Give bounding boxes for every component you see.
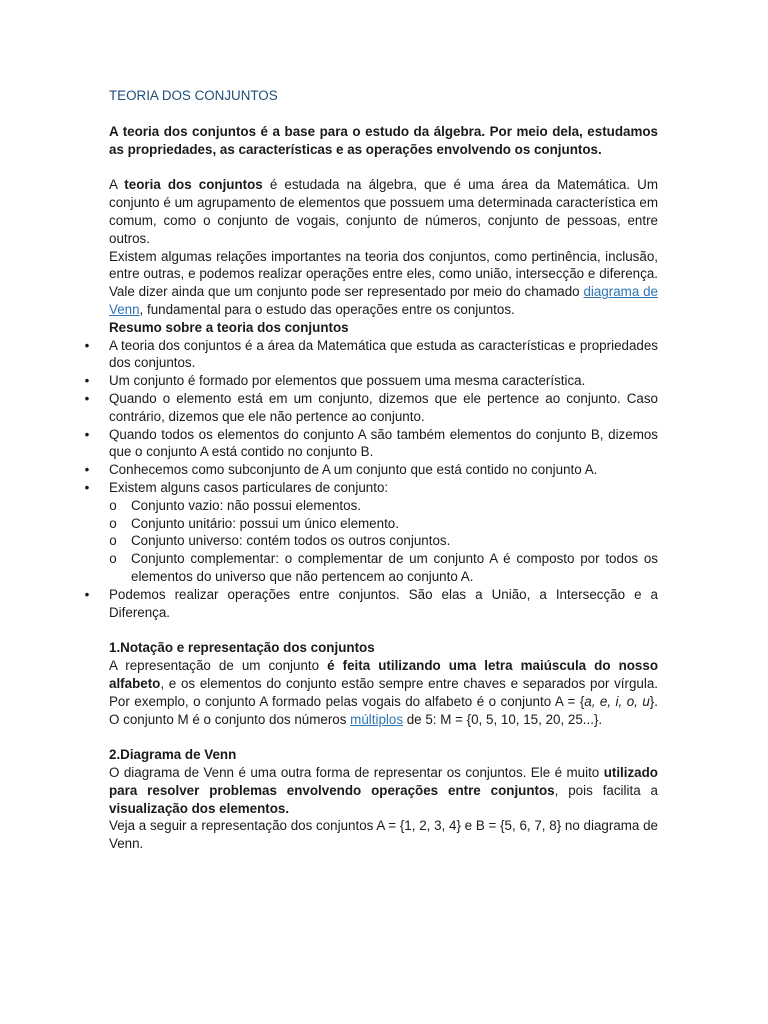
intro-text-c: é estudada na álgebra, que é uma área da Matemática. Um conjunto é um agrupamento de elementos que possuem uma determinada característica em comum, como o conjunto de vogais, conjunto de números, conjunto de pessoas, entre outros. (109, 177, 658, 246)
relations-text-a: Existem algumas relações importantes na teoria dos conjuntos, como pertinência, inclusão, entre outras, e podemos realizar operações entre eles, como união, intersecção e diferença. Vale dizer ainda que um conjunto pode ser representado por meio do chamado (109, 248, 658, 300)
bullet-icon: • (84, 462, 90, 478)
section-1-paragraph (109, 657, 658, 728)
list-item-text: Podemos realizar operações entre conjuntos. São elas a União, a Intersecção e a Diferença. (109, 586, 658, 620)
list-item (84, 372, 658, 390)
list-item (84, 337, 658, 373)
list-item (84, 461, 658, 479)
sub-list-item (109, 497, 658, 515)
sub-list-item (109, 550, 658, 586)
venn-diagram-link[interactable]: diagrama de Venn (109, 284, 658, 317)
bullet-icon: • (84, 586, 90, 602)
list-item (84, 479, 658, 586)
multiples-link[interactable]: múltiplos (350, 711, 404, 727)
sub-list-item (109, 515, 658, 533)
intro-text-a: A (109, 177, 125, 193)
spacer (109, 621, 658, 639)
list-item-text: A teoria dos conjuntos é a área da Matemática que estuda as características e propriedades dos conjuntos. (109, 337, 658, 371)
bullet-icon: • (84, 337, 90, 353)
list-item (84, 586, 658, 622)
section-1-text-f: de 5: M = {0, 5, 10, 15, 20, 25...}. (403, 711, 603, 727)
list-item-text: Quando todos os elementos do conjunto A são também elementos do conjunto B, dizemos que o conjunto A está contido no conjunto B. (109, 426, 658, 460)
section-1-heading: 1.Notação e representação dos conjuntos (109, 640, 375, 656)
intro-paragraph (109, 176, 658, 247)
section-1-text-a: A representação de um conjunto (109, 658, 328, 674)
list-item-text: Quando o elemento está em um conjunto, dizemos que ele pertence ao conjunto. Caso contrário, dizemos que ele não pertence ao conjunto. (109, 390, 658, 424)
circle-bullet-icon: o (109, 497, 117, 513)
section-1-bold: é feita utilizando uma letra maiúscula do nosso alfabeto (109, 658, 659, 691)
section-2-paragraph-2: Veja a seguir a representação dos conjuntos A = {1, 2, 3, 4} e B = {5, 6, 7, 8} no diagrama de Venn. (109, 818, 658, 852)
intro-bold-term: teoria dos conjuntos (124, 177, 263, 193)
section-2-paragraph (109, 764, 658, 817)
bullet-icon: • (84, 373, 90, 389)
summary-heading: Resumo sobre a teoria dos conjuntos (109, 319, 349, 335)
relations-paragraph (109, 248, 658, 319)
circle-bullet-icon: o (109, 551, 117, 567)
section-2-bold-2: visualização dos elementos. (109, 800, 290, 816)
list-item-text: Existem alguns casos particulares de conjunto: (109, 479, 389, 495)
section-1-text-e: }. O conjunto M é o conjunto dos números (109, 693, 658, 727)
sub-list-item-text: Conjunto unitário: possui um único elemento. (131, 515, 399, 531)
document-title: TEORIA DOS CONJUNTOS (109, 88, 278, 103)
relations-text-c: , fundamental para o estudo das operações entre os conjuntos. (139, 301, 515, 317)
list-item-text: Conhecemos como subconjunto de A um conjunto que está contido no conjunto A. (109, 462, 598, 478)
bullet-icon: • (84, 479, 90, 495)
sub-list-item-text: Conjunto complementar: o complementar de um conjunto A é composto por todos os elementos do universo que não pertencem ao conjunto A. (131, 551, 658, 584)
list-item (84, 390, 658, 426)
document-body (84, 87, 659, 853)
lead-paragraph: A teoria dos conjuntos é a base para o estudo da álgebra. Por meio dela, estudamos as propriedades, as características e as operações envolvendo os conjuntos. (109, 123, 658, 157)
bullet-icon: • (84, 426, 90, 442)
sub-list-item-text: Conjunto vazio: não possui elementos. (131, 497, 362, 513)
circle-bullet-icon: o (109, 533, 117, 549)
section-2-heading: 2.Diagrama de Venn (109, 747, 237, 763)
section-2-text-a: O diagrama de Venn é uma outra forma de representar os conjuntos. Ele é muito (109, 765, 604, 781)
sub-list-item (109, 532, 658, 550)
sub-list-item-text: Conjunto universo: contém todos os outros conjuntos. (131, 533, 451, 549)
list-item-text: Um conjunto é formado por elementos que possuem uma mesma característica. (109, 373, 586, 389)
list-item (84, 426, 658, 462)
section-2-text-c: , pois facilita a (554, 782, 658, 798)
spacer (109, 728, 658, 746)
section-1-text-c: , e os elementos do conjunto estão sempre entre chaves e separados por vírgula. Por exemplo, o conjunto A formado pelas vogais do alfabeto é o conjunto A = { (109, 675, 658, 709)
bullet-icon: • (84, 390, 90, 406)
summary-list (84, 337, 658, 622)
sub-list (109, 497, 658, 586)
vowels-set: a, e, i, o, u (584, 693, 650, 709)
section-2-bold: utilizado para resolver problemas envolvendo operações entre conjuntos (109, 765, 658, 798)
circle-bullet-icon: o (109, 515, 117, 531)
